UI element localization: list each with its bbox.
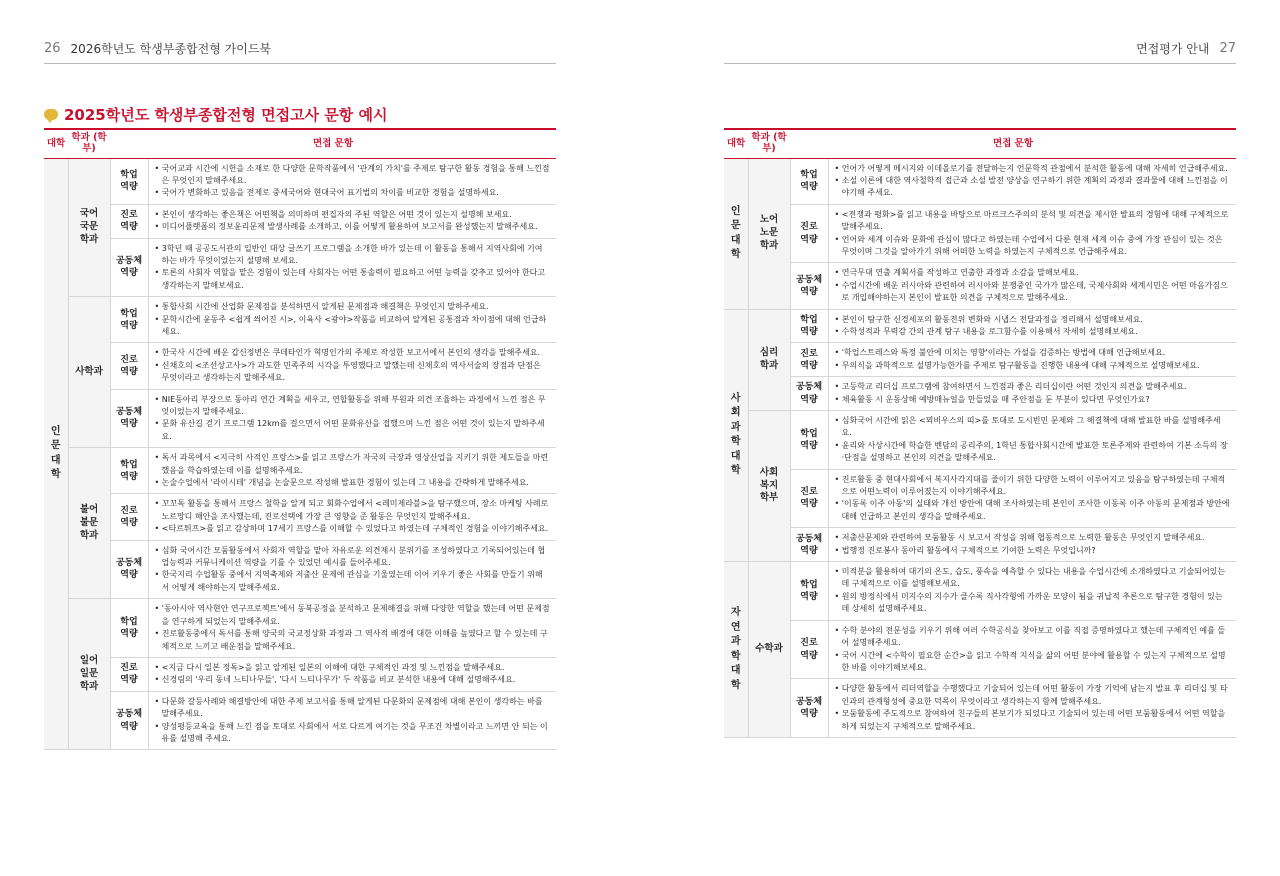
- competency-cell: 진로 역량: [110, 343, 148, 389]
- question-item: • 한국사 시간에 배운 갑신정변은 쿠데타인가 혁명인가의 주제로 작성한 보고서에서 본인의 생각을 말해주세요.: [155, 347, 551, 359]
- question-list: [155, 209, 551, 234]
- question-cell: [828, 679, 1236, 738]
- left-header-divider: [44, 63, 556, 64]
- left-page-title: 2026학년도 학생부종합전형 가이드북: [70, 42, 272, 56]
- question-cell: [148, 297, 556, 343]
- college-cell: 인 문 대 학: [44, 158, 68, 750]
- question-list: [155, 163, 551, 200]
- question-list: [835, 625, 1231, 675]
- competency-cell: 공동체 역량: [110, 540, 148, 599]
- college-cell: 사 회 과 학 대 학: [724, 309, 748, 562]
- question-item: • 양성평등교육을 통해 느낀 점을 토대로 사회에서 서로 다르게 여기는 것을 무조건 차별이라고 느끼면 안 되는 이유를 설명해 주세요.: [155, 721, 551, 746]
- question-list: [835, 314, 1231, 339]
- question-item: • 문화 유산길 걷기 프로그램 12km를 걸으면서 어떤 문화유산을 접했으며 느낀 점은 어떤 것이 있는지 말하주세요.: [155, 418, 551, 443]
- question-item: • 모둠활동에 주도적으로 참여하여 친구들의 본보기가 되었다고 기술되어 있는데 어떤 모둠활동에서 어떤 역할을 하게 되었는지 구체적으로 말해주세요.: [835, 708, 1231, 733]
- table-row: [44, 691, 556, 750]
- table-row: [44, 158, 556, 204]
- question-list: [835, 381, 1231, 406]
- question-item: • 본인이 생각하는 좋은책은 어떤책을 의미하며 편집자의 주된 역할은 어떤 것이 있는지 설명해 보세요.: [155, 209, 551, 221]
- table-row: [44, 599, 556, 658]
- question-cell: [148, 448, 556, 494]
- question-list: [835, 566, 1231, 616]
- header-dept: 학과 (학부): [748, 129, 790, 158]
- table-row: [44, 540, 556, 599]
- college-cell: 자 연 과 학 대 학: [724, 562, 748, 738]
- header-questions: 면접 문항: [790, 129, 1236, 158]
- table-row: [44, 297, 556, 343]
- question-item: • 토론의 사회자 역할을 맡은 경험이 있는데 사회자는 어떤 통솔력이 필요하고 어떤 능력을 갖추고 있어야 한다고 생각하는지 말해보세요.: [155, 267, 551, 292]
- table-row: [724, 411, 1236, 470]
- department-cell: 사학과: [68, 297, 110, 448]
- competency-cell: 학업 역량: [790, 158, 828, 204]
- competency-cell: 학업 역량: [110, 599, 148, 658]
- right-page-title: 면접평가 안내: [1136, 42, 1210, 56]
- question-list: [155, 696, 551, 746]
- question-cell: [828, 528, 1236, 562]
- right-header-divider: [724, 63, 1236, 64]
- table-row: [724, 469, 1236, 528]
- question-item: • <타르튀프>를 읽고 감상하며 17세기 프랑스를 이해할 수 있었다고 하였는데 구체적인 경험을 이야기해주세요.: [155, 523, 551, 535]
- department-cell: 심리 학과: [748, 309, 790, 410]
- question-item: • '학업스트레스와 특정 불안에 미치는 영향'이라는 가설을 검증하는 방법에 대해 언급해보세요.: [835, 347, 1231, 359]
- competency-cell: 학업 역량: [110, 297, 148, 343]
- question-item: • 원의 방정식에서 미지수의 지수가 클수록 직사각형에 가까운 모양이 됨을 귀납적 추론으로 탐구한 경험이 있는데 상세히 설명해주세요.: [835, 591, 1231, 616]
- table-row: [724, 679, 1236, 738]
- question-cell: [828, 263, 1236, 309]
- question-cell: [828, 469, 1236, 528]
- table-row: [724, 263, 1236, 309]
- right-page-header: [1136, 40, 1236, 57]
- question-cell: [148, 389, 556, 448]
- question-list: [155, 545, 551, 595]
- table-row: [724, 343, 1236, 377]
- competency-cell: 진로 역량: [790, 469, 828, 528]
- question-cell: [828, 158, 1236, 204]
- college-cell: 인 문 대 학: [724, 158, 748, 309]
- question-item: • 국어 시간에 <수학이 필요한 순간>을 읽고 수학적 지식을 삶의 어떤 분야에 활용할 수 있는지 구체적으로 설명한 바를 이야기해보세요.: [835, 650, 1231, 675]
- question-item: • 신채호의 <조선상고사>가 과도한 민족주의 시각을 투영했다고 말했는데 신채호의 역사서술의 장점과 단점은 무엇이라고 생각하는지 말해주세요.: [155, 360, 551, 385]
- question-cell: [828, 620, 1236, 679]
- table-row: [44, 238, 556, 297]
- competency-cell: 학업 역량: [790, 309, 828, 343]
- question-item: • '동아시아 역사현안 연구프로젝트'에서 동북공정을 분석하고 문제해결을 위해 다양한 역할을 했는데 어떤 문제점을 연구하게 되었는지 말해주세요.: [155, 603, 551, 628]
- question-list: [155, 243, 551, 293]
- question-item: • 진로활동 중 현대사회에서 복지사각지대를 줄이기 위한 다양한 노력이 이루어지고 있음을 탐구하였는데 구체적으로 어떤노력이 이루어졌는지 이야기해주세요.: [835, 474, 1231, 499]
- table-row: [724, 620, 1236, 679]
- question-cell: [828, 562, 1236, 621]
- question-cell: [828, 411, 1236, 470]
- question-list: [155, 498, 551, 535]
- question-item: • 3학년 때 공공도서관의 일반인 대상 글쓰기 프로그램을 소개한 바가 있는데 이 활동을 통해서 지역사회에 기여하는 바가 무엇이었는지 설명해 보세요.: [155, 243, 551, 268]
- question-item: • 한국지리 수업활동 중에서 지역축제와 저출산 문제에 관심을 기울였는데 이어 키우기 좋은 사회를 만들기 위해서 어떻게 해야하는지 말해주세요.: [155, 569, 551, 594]
- competency-cell: 공동체 역량: [110, 238, 148, 297]
- question-item: • 문학시간에 윤동주 <쉽게 씌어진 시>, 이육사 <광야>작품을 비교하여 알게된 공통점과 차이점에 대해 언급하세요.: [155, 314, 551, 339]
- table-row: [724, 204, 1236, 263]
- question-list: [835, 683, 1231, 733]
- competency-cell: 진로 역량: [790, 343, 828, 377]
- question-cell: [148, 657, 556, 691]
- question-item: • '이동록 이주 아동'의 실태와 개선 방안에 대해 조사하였는데 본인이 조사한 이동록 이주 아동의 문제점과 방안에 대해 언급하고 본인의 생각을 말해주세요.: [835, 498, 1231, 523]
- question-item: • 고등학교 리더십 프로그램에 참여하면서 느낀점과 좋은 리더십이란 어떤 것인지 의견을 말해주세요.: [835, 381, 1231, 393]
- question-cell: [148, 494, 556, 540]
- competency-cell: 공동체 역량: [790, 377, 828, 411]
- question-item: • 국어교과 시간에 시헌을 소재로 한 다양한 문학작품에서 '관계의 가치'를 주제로 탐구한 활동 경험을 통해 느낀점은 무엇인지 말해주세요.: [155, 163, 551, 188]
- question-item: • 윤리와 사상시간에 학습한 벤담의 공리주의, 1학년 통합사회시간에 발표한 토론주제와 관련하여 기본 소득의 장·단점을 설명하고 본인의 의견을 말해주세요.: [835, 440, 1231, 465]
- question-item: • 언어가 어떻게 메시지와 이데올로기를 전달하는지 언문학적 관점에서 분석한 활동에 대해 자세히 언급해주세요.: [835, 163, 1231, 175]
- question-item: • <전쟁과 평화>를 읽고 내용을 바탕으로 마르크스주의의 분석 및 의견을 제시한 발표의 경험에 대해 구체적으로 말해주세요.: [835, 209, 1231, 234]
- question-cell: [148, 204, 556, 238]
- right-page-number: 27: [1219, 41, 1236, 56]
- left-question-table: [44, 128, 556, 750]
- question-cell: [828, 309, 1236, 343]
- table-row: [724, 562, 1236, 621]
- competency-cell: 진로 역량: [110, 494, 148, 540]
- competency-cell: 공동체 역량: [110, 691, 148, 750]
- question-item: • 다양한 활동에서 리더역할을 수행했다고 기술되어 있는데 어떤 활동이 가장 기억에 남는지 발표 후 리더십 및 타인과의 관계형성에 중요한 덕목이 무엇이라고 생각하는지 함께 말해주세요.: [835, 683, 1231, 708]
- question-item: • 국어가 변화하고 있음을 전제로 중세국어와 현대국어 표기법의 차이를 비교한 경험을 설명하세요.: [155, 187, 551, 199]
- department-cell: 사회 복지 학부: [748, 411, 790, 562]
- right-question-table: [724, 128, 1236, 738]
- question-item: • 미적분을 활용하여 대기의 온도, 습도, 풍속을 예측할 수 있다는 내용을 수업시간에 소개하였다고 기술되어있는데 구체적으로 이를 설명해보세요.: [835, 566, 1231, 591]
- question-item: • 심화국어 시간에 읽은 <뫼비우스의 띠>를 토대로 도시빈민 문제와 그 해결책에 대해 발표한 바를 설명해주세요.: [835, 415, 1231, 440]
- competency-cell: 공동체 역량: [790, 528, 828, 562]
- question-list: [835, 267, 1231, 304]
- question-item: • 본인이 탐구한 신경세포의 활동전위 변화와 시냅스 전달과정을 정리해서 설명해보세요.: [835, 314, 1231, 326]
- question-cell: [148, 343, 556, 389]
- question-cell: [148, 238, 556, 297]
- question-cell: [148, 158, 556, 204]
- table-row: [724, 377, 1236, 411]
- section-title: [44, 104, 387, 125]
- question-item: • <지금 다시 일본 정독>을 읽고 알게된 일본의 이해에 대한 구체적인 과정 및 느낀점을 말해주세요.: [155, 662, 551, 674]
- question-cell: [148, 540, 556, 599]
- header-questions: 면접 문항: [110, 129, 556, 158]
- question-list: [835, 474, 1231, 524]
- question-item: • 꼬꼬독 활동을 통해서 프랑스 철학을 알게 되고 회화수업에서 <레미제라블>을 탐구했으며, 장소 마케팅 사례로 노르망디 해안을 조사했는데, 진로선택에 가장 큰 영향을 준 활동은 무엇인지 말해주세요.: [155, 498, 551, 523]
- question-cell: [828, 204, 1236, 263]
- header-college: 대학: [724, 129, 748, 158]
- question-item: • 법행정 진로봉사 동아리 활동에서 구체적으로 기여한 노력은 무엇입니까?: [835, 545, 1231, 557]
- question-item: • 진로활동중에서 독서를 통해 양국의 국교정상화 과정과 그 역사적 배경에 대한 이해를 높였다고 할 수 있는데 구체적으로 느끼고 배운점을 말해주세요.: [155, 628, 551, 653]
- left-page-number: 26: [44, 41, 61, 56]
- question-item: • 다문화 갈등사례와 해결방안에 대한 주제 보고서를 통해 알게된 다문화의 문제점에 대해 본인이 생각하는 바를 말해주세요.: [155, 696, 551, 721]
- question-list: [835, 209, 1231, 259]
- department-cell: 노어 노문 학과: [748, 158, 790, 309]
- competency-cell: 학업 역량: [110, 158, 148, 204]
- competency-cell: 공동체 역량: [110, 389, 148, 448]
- department-cell: 국어 국문 학과: [68, 158, 110, 297]
- competency-cell: 진로 역량: [790, 204, 828, 263]
- header-college: 대학: [44, 129, 68, 158]
- competency-cell: 진로 역량: [110, 204, 148, 238]
- question-item: • 연극무대 연출 계획서를 작성하고 연출한 과정과 소감을 말해보세요.: [835, 267, 1231, 279]
- question-list: [155, 662, 551, 687]
- question-list: [155, 347, 551, 384]
- table-row: [44, 204, 556, 238]
- question-item: • 신경림의 '우리 동네 느티나무들', '다시 느티나무가' 두 작품을 비교 분석한 내용에 대해 설명해주세요.: [155, 674, 551, 686]
- table-row: [44, 389, 556, 448]
- table-row: [44, 494, 556, 540]
- table-row: [44, 448, 556, 494]
- left-page-header: [44, 40, 271, 57]
- table-row: [724, 528, 1236, 562]
- question-list: [835, 163, 1231, 200]
- question-item: • 소설 이론에 대한 역사철학적 접근과 소설 발전 양상을 연구하기 위한 계획의 과정과 결과물에 대해 느낀점을 이야기해 주세요.: [835, 175, 1231, 200]
- question-item: • 통합사회 시간에 산업화 문제점을 분석하면서 알게된 문제점과 해결책은 무엇인지 말하주세요.: [155, 301, 551, 313]
- question-item: • 수학 분야의 전문성을 키우기 위해 여러 수학공식을 찾아보고 이를 직접 증명하였다고 했는데 구체적인 예를 들어 설명해주세요.: [835, 625, 1231, 650]
- question-cell: [148, 599, 556, 658]
- question-item: • 언어와 세계 이슈와 문화에 관심이 많다고 하였는데 수업에서 다룬 현재 세계 이슈 중에 가장 관심이 있는 것은 무엇이며 그것을 알아가기 위해 어떠한 노력을 하였는지 구체적으로 언급해주세요.: [835, 234, 1231, 259]
- competency-cell: 학업 역량: [790, 562, 828, 621]
- question-item: • 심화 국어시간 모둠활동에서 사회자 역할을 맡아 자유로운 의견제시 분위기를 조성하였다고 기록되어있는데 협업능력과 커뮤니케이션 역량을 기를 수 있었던 예시를 들어주세요.: [155, 545, 551, 570]
- question-cell: [828, 377, 1236, 411]
- question-list: [835, 532, 1231, 557]
- question-item: • 수학성적과 무력감 간의 관계 탐구 내용을 로그함수를 이용해서 자세히 설명해보세요.: [835, 326, 1231, 338]
- header-dept: 학과 (학부): [68, 129, 110, 158]
- competency-cell: 공동체 역량: [790, 679, 828, 738]
- question-list: [835, 415, 1231, 465]
- competency-cell: 진로 역량: [790, 620, 828, 679]
- question-item: • NIE동아리 부장으로 동아리 연간 계획을 세우고, 연합활동을 위해 부원과 의견 조율하는 과정에서 느낀 점은 무엇이었는지 말해주세요.: [155, 394, 551, 419]
- table-row: [724, 309, 1236, 343]
- question-item: • 체육활동 시 운동상해 예방매뉴얼을 만들었을 때 주안점을 둔 부분이 있다면 무엇인가요?: [835, 394, 1231, 406]
- question-item: • 독서 과목에서 <지극히 사적인 프랑스>를 읽고 프랑스가 자국의 극장과 영상산업을 지키기 위한 제도들을 마련했음을 학습하였는데 이를 설명해주세요.: [155, 452, 551, 477]
- department-cell: 일어 일문 학과: [68, 599, 110, 750]
- section-title-text: 2025학년도 학생부종합전형 면접고사 문항 예시: [64, 106, 388, 124]
- table-row: [44, 657, 556, 691]
- question-item: • 저출산문제와 관련하여 모둠활동 시 보고서 작성을 위해 협동적으로 노력한 활동은 무엇인지 말해주세요.: [835, 532, 1231, 544]
- competency-cell: 학업 역량: [110, 448, 148, 494]
- question-list: [155, 394, 551, 444]
- question-item: • 논술수업에서 '라이시테' 개념을 논술문으로 작성해 발표한 경험이 있는데 그 내용을 간략하게 말해주세요.: [155, 477, 551, 489]
- department-cell: 불어 불문 학과: [68, 448, 110, 599]
- question-cell: [148, 691, 556, 750]
- speech-bubble-icon: [44, 109, 58, 120]
- question-list: [155, 301, 551, 338]
- table-row: [724, 158, 1236, 204]
- question-list: [835, 347, 1231, 372]
- question-list: [155, 452, 551, 489]
- table-row: [44, 343, 556, 389]
- question-item: • 수업시간에 배운 러시아와 관련하여 러시아와 분쟁중인 국가가 많은데, 국제사회와 세계시민은 어떤 마음가짐으로 개입해야하는지 본인이 발표한 의견을 구체적으로 말해주세요.: [835, 280, 1231, 305]
- department-cell: 수학과: [748, 562, 790, 738]
- question-item: • 미디어플랫폼의 정보윤리문제 발생사례를 소개하고, 이를 어떻게 활용하여 보고서를 완성했는지 말해주세요.: [155, 221, 551, 233]
- question-cell: [828, 343, 1236, 377]
- question-list: [155, 603, 551, 653]
- question-item: • 무의식을 과학적으로 설명가능한가를 주제로 탐구활동을 진행한 내용에 대해 구체적으로 설명해보세요.: [835, 360, 1231, 372]
- competency-cell: 학업 역량: [790, 411, 828, 470]
- competency-cell: 진로 역량: [110, 657, 148, 691]
- competency-cell: 공동체 역량: [790, 263, 828, 309]
